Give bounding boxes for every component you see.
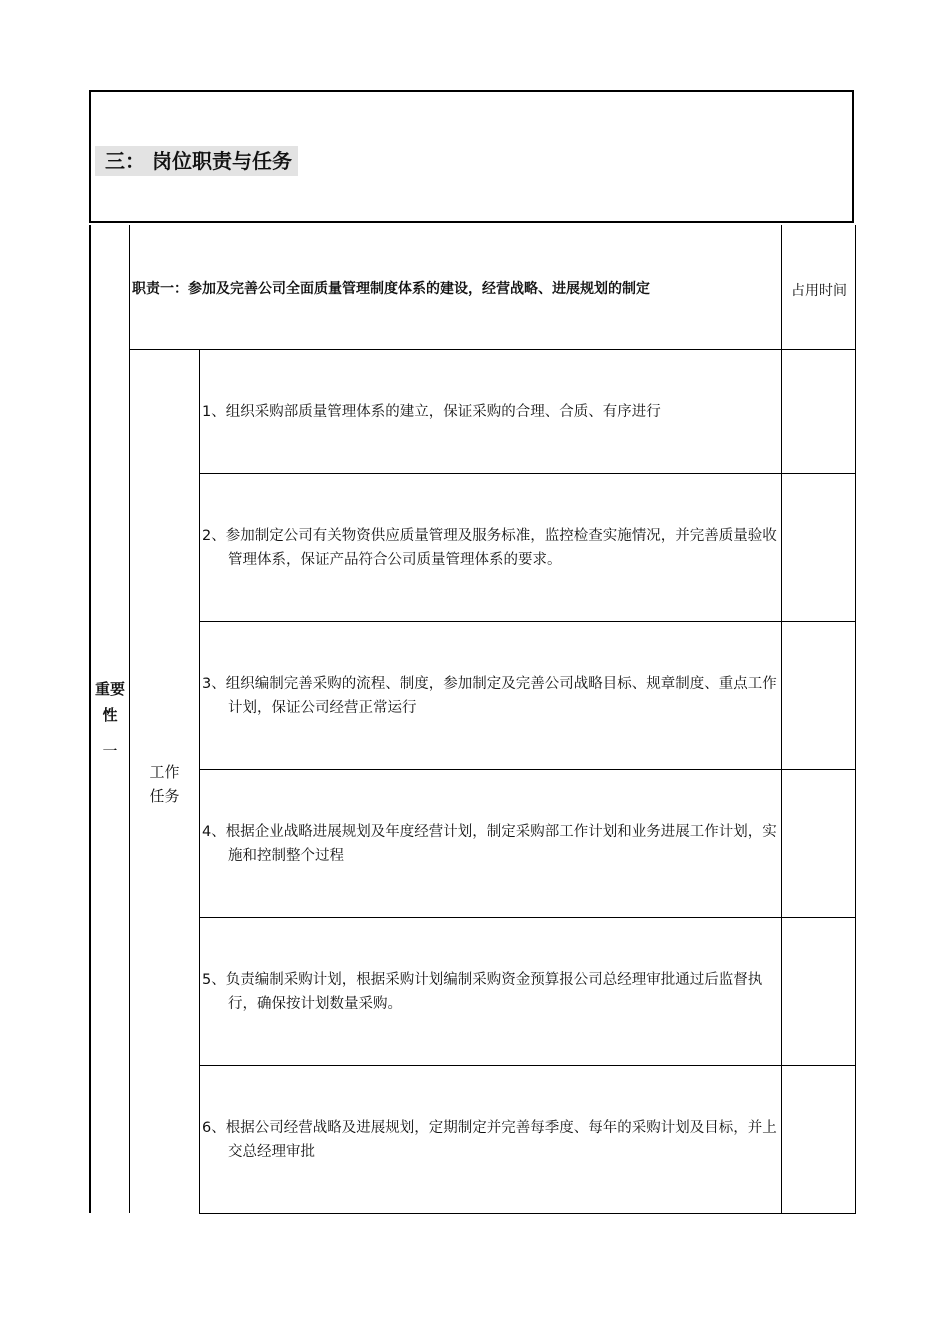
task-label-line2: 任务 bbox=[149, 787, 180, 805]
task-item: 3、组织编制完善采购的流程、制度，参加制定及完善公司战略目标、规章制度、重点工作计划，保证公司经营正常运行 bbox=[202, 676, 777, 716]
grid-line bbox=[129, 349, 856, 350]
importance-label bbox=[90, 676, 130, 764]
grid-line bbox=[199, 1065, 856, 1066]
grid-line bbox=[199, 350, 200, 1214]
task-item: 2、参加制定公司有关物资供应质量管理及服务标准，监控检查实施情况，并完善质量验收管理体系，保证产品符合公司质量管理体系的要求。 bbox=[202, 528, 777, 568]
section-title: 三： 岗位职责与任务 bbox=[95, 146, 298, 176]
section-title-box bbox=[89, 90, 854, 223]
task-label bbox=[130, 760, 199, 808]
grid-line bbox=[199, 917, 856, 918]
task-item: 5、负责编制采购计划，根据采购计划编制采购资金预算报公司总经理审批通过后监督执行，确保按计划数量采购。 bbox=[202, 972, 763, 1012]
importance-label-line3: 一 bbox=[102, 742, 118, 760]
time-header: 占用时间 bbox=[791, 283, 847, 299]
grid-line bbox=[129, 225, 130, 1213]
task-label-line1: 工作 bbox=[149, 763, 180, 781]
task-item: 4、根据企业战略进展规划及年度经营计划，制定采购部工作计划和业务进展工作计划，实施和控制整个过程 bbox=[202, 824, 777, 864]
duty-header: 职责一：参加及完善公司全面质量管理制度体系的建设，经营战略、进展规划的制定 bbox=[132, 281, 650, 297]
grid-line bbox=[199, 1213, 856, 1214]
grid-line bbox=[199, 473, 856, 474]
task-item: 1、组织采购部质量管理体系的建立，保证采购的合理、合质、有序进行 bbox=[202, 404, 661, 420]
grid-line bbox=[199, 769, 856, 770]
importance-label-line1: 重要 bbox=[94, 680, 125, 698]
task-item: 6、根据公司经营战略及进展规划，定期制定并完善每季度、每年的采购计划及目标，并上交总经理审批 bbox=[202, 1120, 777, 1160]
grid-line bbox=[199, 621, 856, 622]
importance-label-line2: 性 bbox=[102, 706, 118, 724]
